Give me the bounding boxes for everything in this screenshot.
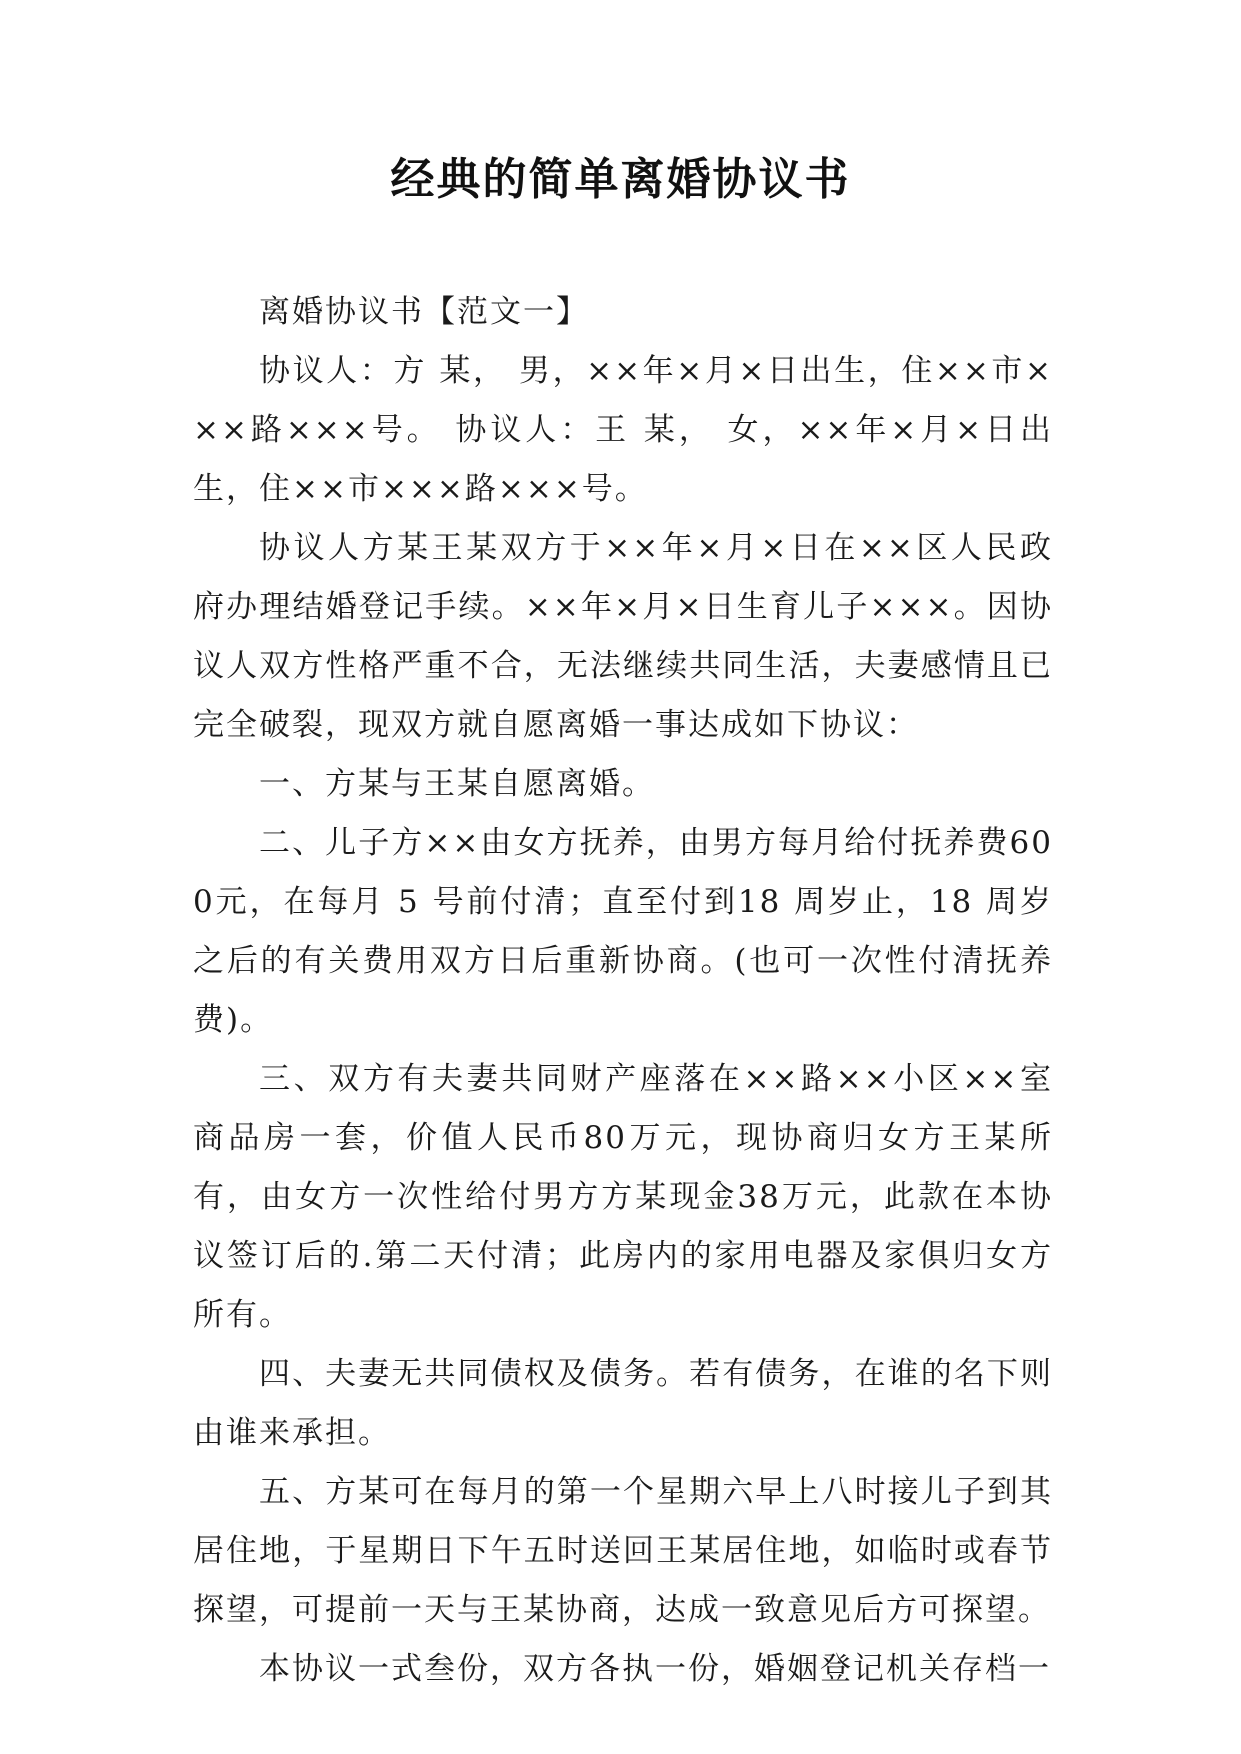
copies-paragraph: 本协议一式叁份，双方各执一份，婚姻登记机关存档一: [259, 1651, 1051, 1687]
clause-2-paragraph: 二、儿子方××由女方抚养，由男方每月给付抚养费600元，在每月 5 号前付清；直至付到18 周岁止，18 周岁之后的有关费用双方日后重新协商。(也可一次性付清抚养费)。: [193, 825, 1053, 1038]
section-heading: 离婚协议书【范文一】: [259, 294, 589, 330]
clause-1-paragraph: 一、方某与王某自愿离婚。: [259, 766, 655, 802]
clause-5-paragraph: 五、方某可在每月的第一个星期六早上八时接儿子到其居住地，于星期日下午五时送回王某居住地，如临时或春节探望，可提前一天与王某协商，达成一致意见后方可探望。: [193, 1474, 1053, 1628]
document-title: 经典的简单离婚协议书: [390, 154, 851, 205]
marriage-background-paragraph: 协议人方某王某双方于××年×月×日在××区人民政府办理结婚登记手续。××年×月×日生育儿子×××。因协议人双方性格严重不合，无法继续共同生活，夫妻感情且已完全破裂，现双方就自愿离婚一事达成如下协议：: [193, 530, 1053, 743]
clause-4-paragraph: 四、夫妻无共同债权及债务。若有债务，在谁的名下则由谁来承担。: [193, 1356, 1053, 1451]
document-body: [193, 283, 1053, 1699]
parties-paragraph: 协议人：方 某， 男，××年×月×日出生，住××市×××路×××号。 协议人：王 某， 女，××年×月×日出生，住××市×××路×××号。: [193, 353, 1053, 507]
clause-3-paragraph: 三、双方有夫妻共同财产座落在××路××小区××室商品房一套，价值人民币80万元，现协商归女方王某所有，由女方一次性给付男方方某现金38万元，此款在本协议签订后的.第二天付清；此房内的家用电器及家俱归女方所有。: [193, 1061, 1053, 1333]
